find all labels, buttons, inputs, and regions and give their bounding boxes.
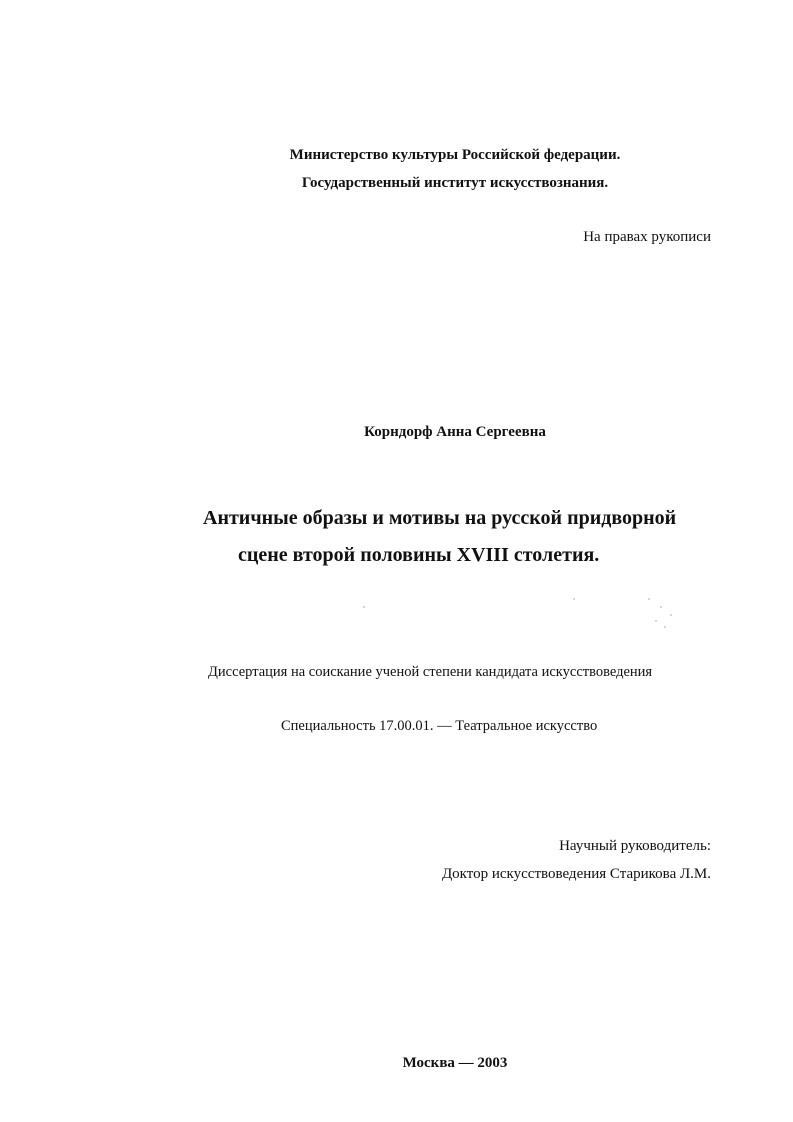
place-and-year: Москва — 2003 [402, 1055, 508, 1071]
scan-speck [670, 614, 672, 616]
dissertation-title-line-2: сцене второй половины XVIII столетия. [238, 544, 600, 566]
scan-speck [664, 626, 666, 628]
dissertation-title-line-1: Античные образы и мотивы на русской придворной [203, 507, 677, 529]
scan-speck [363, 606, 365, 608]
author-name: Корндорф Анна Сергеевна [364, 424, 546, 440]
scan-speck [648, 598, 650, 600]
institute-name: Государственный институт искусствознания. [301, 175, 609, 191]
manuscript-note: На правах рукописи [583, 229, 711, 245]
scan-speck [660, 606, 662, 608]
supervisor-name: Доктор искусствоведения Старикова Л.М. [441, 866, 711, 882]
specialty: Специальность 17.00.01. — Театральное искусство [281, 718, 598, 734]
dissertation-type: Диссертация на соискание ученой степени кандидата искусствоведения [208, 664, 653, 680]
ministry-name: Министерство культуры Российской федерации. [289, 147, 621, 163]
supervisor-label: Научный руководитель: [559, 838, 711, 854]
scan-speck [573, 598, 575, 600]
scan-speck [655, 620, 657, 622]
